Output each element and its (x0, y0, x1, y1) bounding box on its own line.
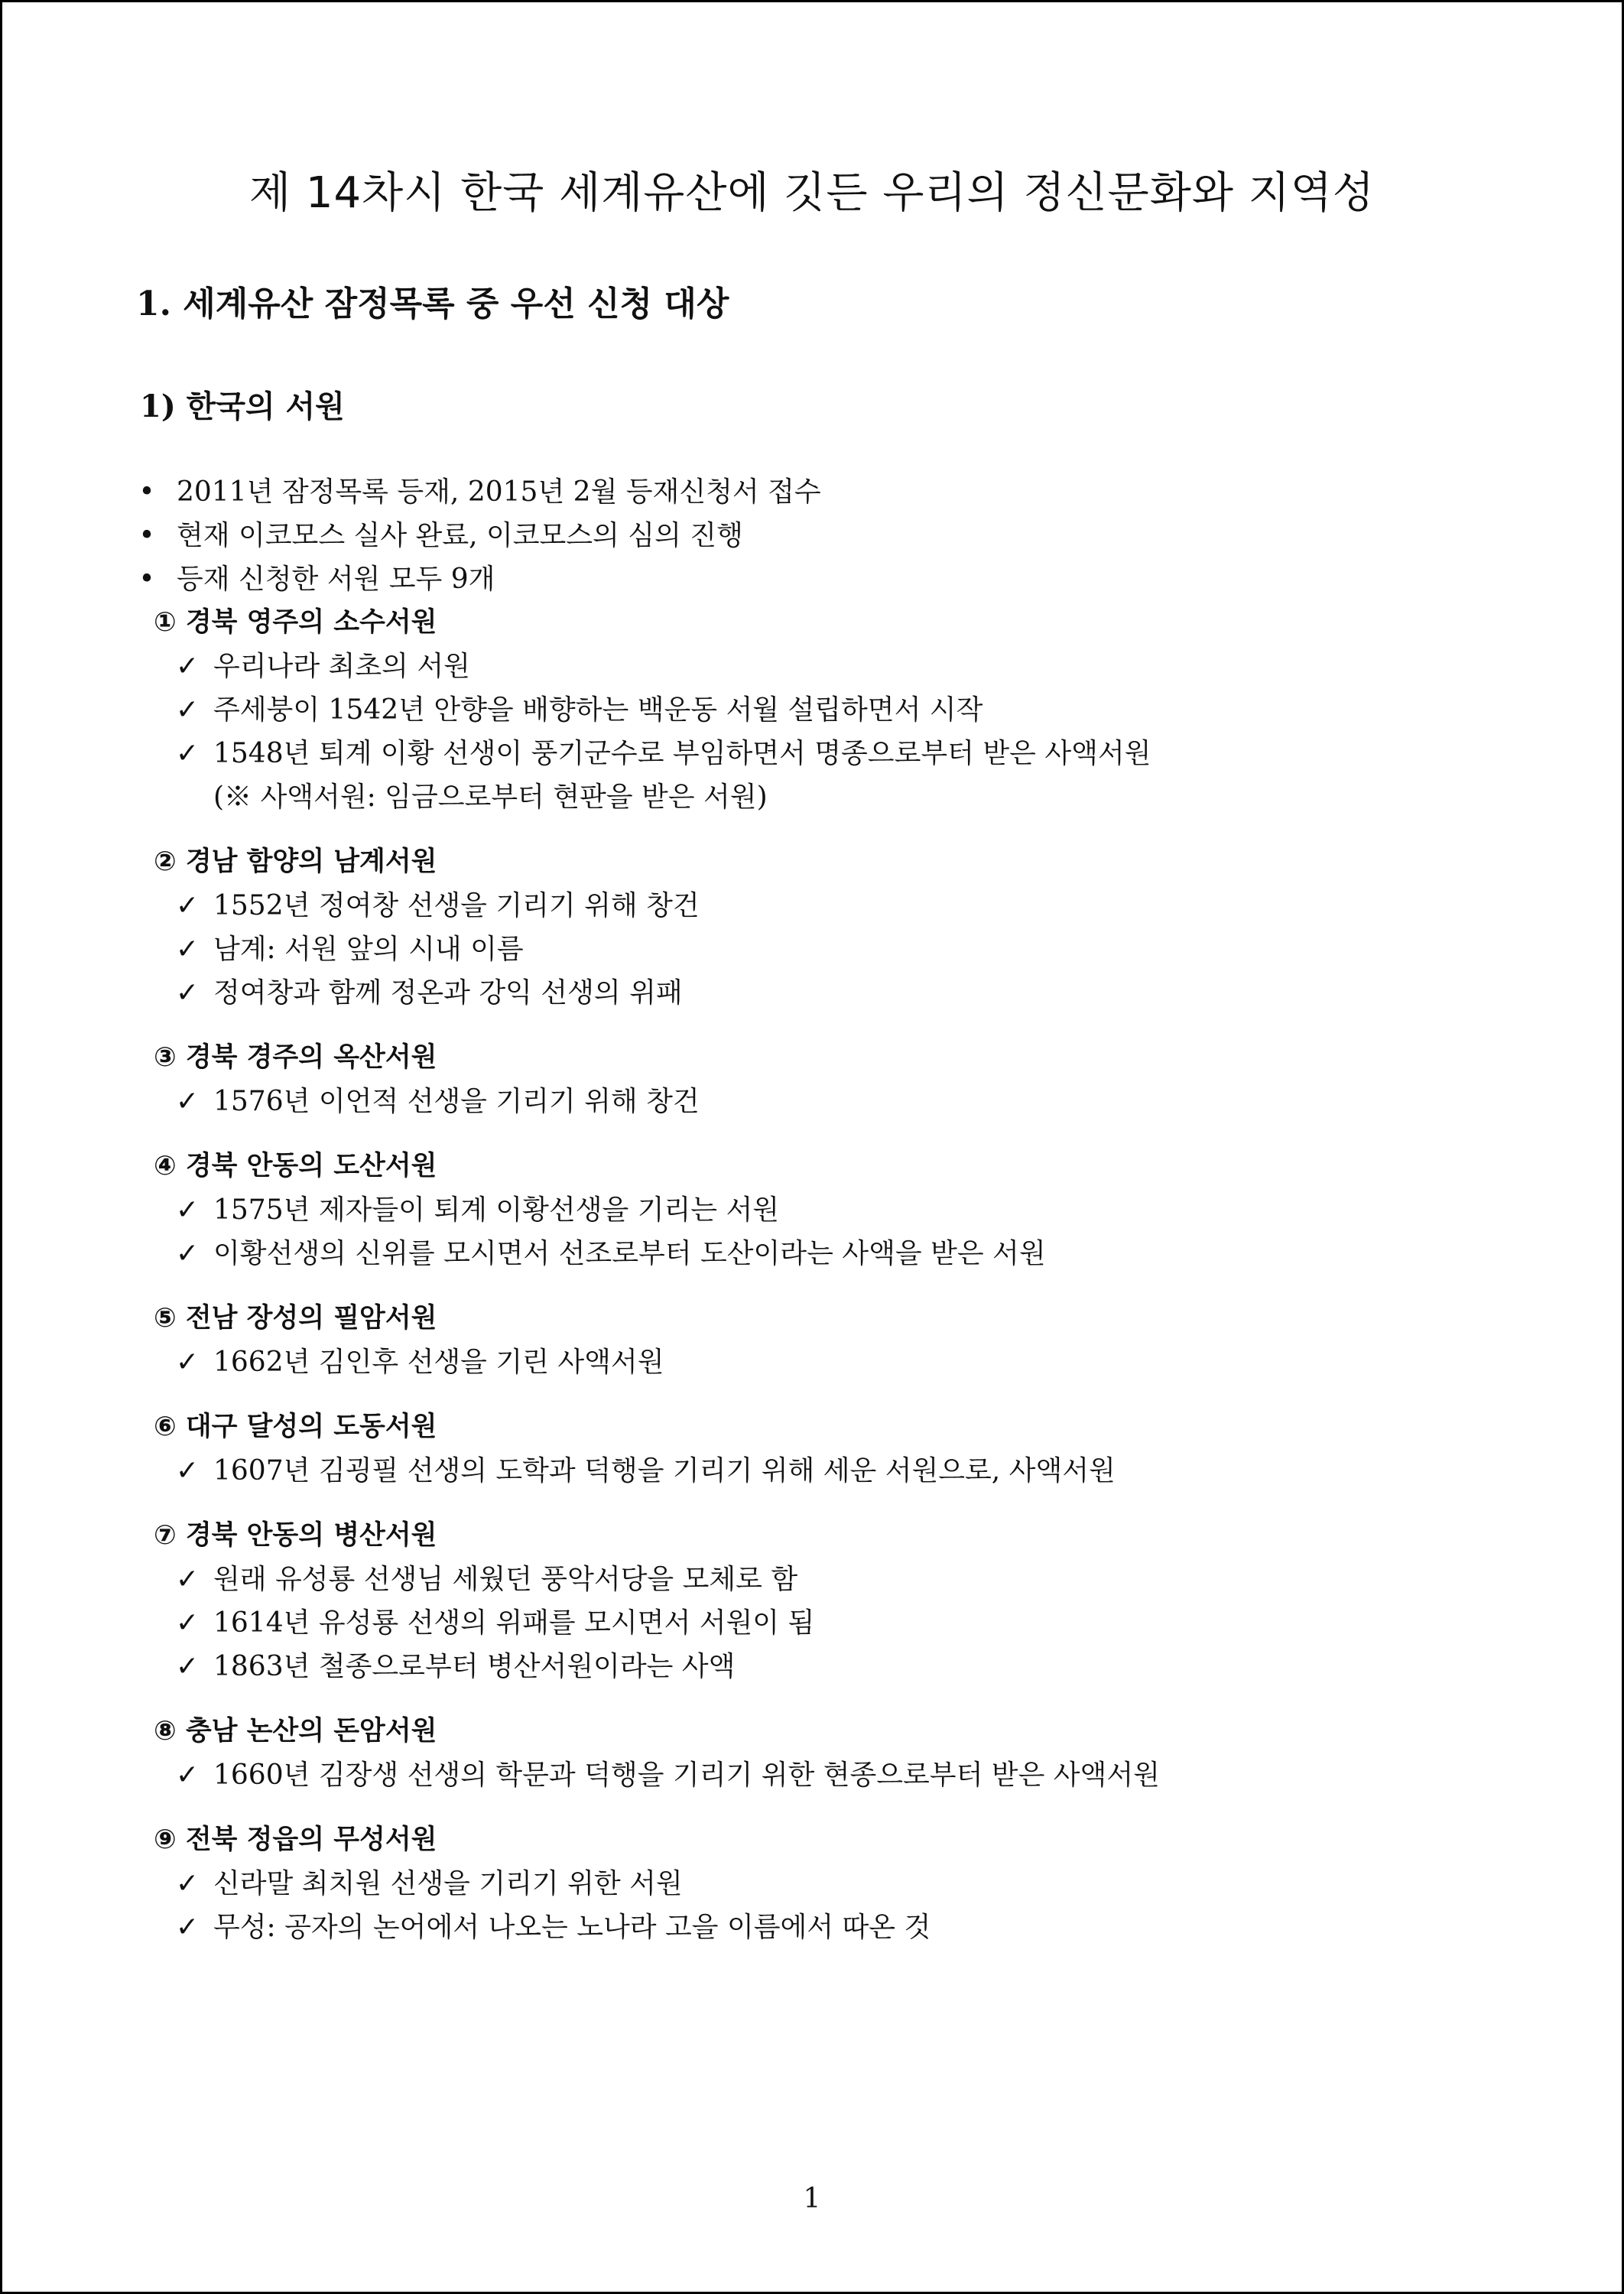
check-item-text: 원래 유성룡 선생님 세웠던 풍악서당을 모체로 함 (213, 1564, 798, 1595)
academy-section (132, 1405, 1509, 1493)
check-item-text: 1614년 유성룡 선생의 위패를 모시면서 서원이 됨 (213, 1607, 815, 1639)
document-title: 제 14차시 한국 세계유산에 깃든 우리의 정신문화와 지역성 (248, 168, 1376, 218)
check-item-text: 1660년 김장생 선생의 학문과 덕행을 기리기 위한 현종으로부터 받은 사액서원 (213, 1759, 1160, 1791)
check-item (132, 1601, 1509, 1645)
academy-section (132, 601, 1509, 819)
checkmark-icon: ✓ (175, 977, 200, 1009)
check-item-text: 1552년 정여창 선생을 기리기 위해 창건 (213, 890, 700, 921)
subsection-heading: 1) 한국의 서원 (140, 388, 345, 424)
check-item-text: 1576년 이언적 선생을 기리기 위해 창건 (213, 1086, 700, 1117)
check-item (132, 884, 1509, 928)
academy-title: ⑦ 경북 안동의 병산서원 (154, 1520, 437, 1551)
check-item (132, 732, 1509, 775)
academy-section (132, 1818, 1509, 1949)
checkmark-icon: ✓ (175, 738, 200, 769)
bullet-text: 등재 신청한 서원 모두 9개 (177, 564, 495, 595)
academy-section (132, 840, 1509, 1015)
academy-title: ⑤ 전남 장성의 필암서원 (154, 1303, 437, 1334)
checkmark-icon: ✓ (175, 1651, 200, 1682)
check-item (132, 1232, 1509, 1275)
bullet-text: 2011년 잠정목록 등재, 2015년 2월 등재신청서 접수 (177, 476, 821, 508)
check-item (132, 1080, 1509, 1123)
check-item (132, 1449, 1509, 1493)
checkmark-icon: ✓ (175, 1912, 200, 1943)
academy-list (132, 601, 1509, 1949)
check-item (132, 1862, 1509, 1906)
check-item (132, 1558, 1509, 1601)
check-item-text: 남계: 서원 앞의 시내 이름 (213, 934, 524, 965)
check-item (132, 1188, 1509, 1232)
check-item (132, 928, 1509, 971)
check-item (132, 1906, 1509, 1949)
bullet-icon: • (138, 564, 155, 595)
checkmark-icon: ✓ (175, 651, 200, 682)
check-item-text: 이황선생의 신위를 모시면서 선조로부터 도산이라는 사액을 받은 서원 (213, 1238, 1046, 1269)
check-item (132, 1753, 1509, 1797)
checkmark-icon: ✓ (175, 1238, 200, 1269)
academy-section (132, 1710, 1509, 1797)
academy-title: ⑧ 충남 논산의 돈암서원 (154, 1716, 437, 1746)
checkmark-icon: ✓ (175, 890, 200, 921)
page-number: 1 (803, 2183, 821, 2214)
bullet-item (132, 557, 1509, 601)
checkmark-icon: ✓ (175, 1868, 200, 1899)
academy-section (132, 1297, 1509, 1384)
academy-section (132, 1145, 1509, 1275)
bullet-icon: • (138, 476, 155, 508)
check-item-text: 1607년 김굉필 선생의 도학과 덕행을 기리기 위해 세운 서원으로, 사액서원 (213, 1455, 1116, 1487)
checkmark-icon: ✓ (175, 1194, 200, 1226)
check-item-text: 1575년 제자들이 퇴계 이황선생을 기리는 서원 (213, 1194, 780, 1226)
check-item (132, 1340, 1509, 1384)
checkmark-icon: ✓ (175, 1455, 200, 1487)
academy-title: ② 경남 함양의 남계서원 (154, 846, 437, 877)
checkmark-icon: ✓ (175, 1759, 200, 1791)
check-item-text: 주세붕이 1542년 안향을 배향하는 백운동 서월 설립하면서 시작 (213, 694, 983, 726)
academy-section (132, 1514, 1509, 1688)
section-heading: 1. 세계유산 잠정목록 중 우선 신청 대상 (136, 284, 729, 323)
academy-title: ⑨ 전북 정읍의 무성서원 (154, 1824, 437, 1855)
bullet-icon: • (138, 520, 155, 551)
academy-title: ⑥ 대구 달성의 도동서원 (154, 1412, 437, 1442)
bullet-text: 현재 이코모스 실사 완료, 이코모스의 심의 진행 (177, 520, 743, 551)
checkmark-icon: ✓ (175, 1607, 200, 1639)
academy-title: ④ 경북 안동의 도산서원 (154, 1151, 437, 1181)
checkmark-icon: ✓ (175, 934, 200, 965)
check-item-text: 무성: 공자의 논어에서 나오는 노나라 고을 이름에서 따온 것 (213, 1912, 931, 1943)
check-item-text: 1662년 김인후 선생을 기린 사액서원 (213, 1347, 664, 1378)
academy-section (132, 1036, 1509, 1123)
check-item-text: 1863년 철종으로부터 병산서원이라는 사액 (213, 1651, 736, 1682)
document-content (132, 470, 1509, 1949)
academy-note: (※ 사액서원: 임금으로부터 현판을 받은 서원) (213, 781, 768, 813)
bullet-item (132, 514, 1509, 557)
check-item-text: 신라말 최치원 선생을 기리기 위한 서원 (213, 1868, 683, 1899)
check-item (132, 971, 1509, 1015)
check-item (132, 1645, 1509, 1688)
checkmark-icon: ✓ (175, 1347, 200, 1378)
checkmark-icon: ✓ (175, 1086, 200, 1117)
checkmark-icon: ✓ (175, 694, 200, 726)
bullet-item (132, 470, 1509, 514)
check-item (132, 645, 1509, 688)
check-item-text: 우리나라 최초의 서원 (213, 651, 470, 682)
check-item (132, 688, 1509, 732)
check-item-text: 정여창과 함께 정온과 강익 선생의 위패 (213, 977, 683, 1009)
academy-title: ③ 경북 경주의 옥산서원 (154, 1042, 437, 1073)
bullet-list (132, 470, 1509, 601)
checkmark-icon: ✓ (175, 1564, 200, 1595)
academy-title: ① 경북 영주의 소수서원 (154, 607, 437, 638)
check-item-text: 1548년 퇴계 이황 선생이 풍기군수로 부임하면서 명종으로부터 받은 사액서원 (213, 738, 1151, 769)
